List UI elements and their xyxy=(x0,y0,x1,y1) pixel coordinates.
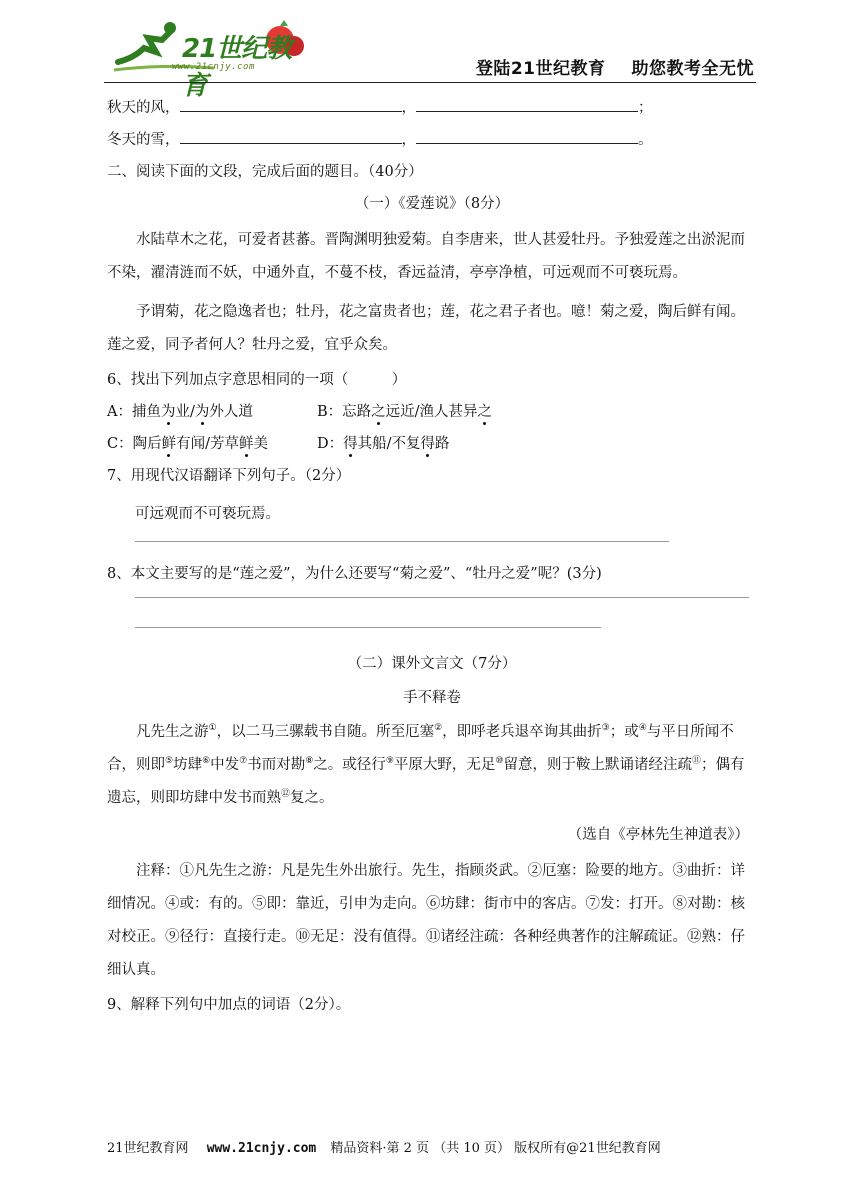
q6-options-cd xyxy=(107,428,757,460)
document-body xyxy=(107,92,757,1021)
fill-line-autumn xyxy=(107,92,757,124)
part2-source: （选自《亭林先生神道表》） xyxy=(567,827,749,843)
answer-blank[interactable] xyxy=(180,93,402,112)
header xyxy=(104,18,754,101)
answer-blank[interactable] xyxy=(416,93,638,112)
q6-option-d[interactable]: D：得其船/不复得路 xyxy=(317,436,450,452)
fill-end: ； xyxy=(638,100,653,116)
answer-blank[interactable] xyxy=(416,125,638,144)
part2-paragraph: 凡先生之游①，以二马三骡载书自随。所至厄塞②，即呼老兵退卒询其曲折③；或④与平日所闻不合，则即⑤坊肆⑥中发⑦书而对勘⑧之。或径行⑨平原大野，无足⑩留意，则于鞍上默诵诸经注疏⑪；偶有遗忘，则即坊肆中发书而熟⑫复之。 xyxy=(107,723,745,806)
q6-option-a[interactable]: A：捕鱼为业/为外人道 xyxy=(107,404,253,420)
part1-paragraph-2: 予谓菊，花之隐逸者也；牡丹，花之富贵者也；莲，花之君子者也。噫！菊之爱，陶后鲜有闻。莲之爱，同予者何人？牡丹之爱，宜乎众矣。 xyxy=(107,304,745,353)
logo-url: www.21cnjy.com xyxy=(172,62,255,72)
part1-paragraph-1: 水陆草木之花，可爱者甚蕃。晋陶渊明独爱菊。自李唐来，世人甚爱牡丹。予独爱莲之出淤泥而不染，濯清涟而不妖，中通外直，不蔓不枝，香远益清，亭亭净植，可远观而不可亵玩焉。 xyxy=(107,232,745,281)
section-title: 二、阅读下面的文段，完成后面的题目。（40分） xyxy=(107,164,423,180)
q8-answer-line-2[interactable] xyxy=(135,626,601,628)
q7-sentence: 可远观而不可亵玩焉。 xyxy=(135,506,280,522)
fill-label: 秋天的风， xyxy=(107,100,180,116)
slogan-2: 助您教考全无忧 xyxy=(631,59,754,79)
logo[interactable] xyxy=(104,18,314,101)
footer-site: 21世纪教育网 xyxy=(107,1141,189,1156)
footer xyxy=(107,1137,757,1156)
logo-text: 21世纪教育 xyxy=(182,34,292,101)
q7-answer-line[interactable] xyxy=(135,540,669,542)
q7-stem: 7、用现代汉语翻译下列句子。（2分） xyxy=(107,468,351,484)
part1-title: （一）《爱莲说》（8分） xyxy=(354,196,510,212)
answer-blank[interactable] xyxy=(180,125,402,144)
q8-stem: 8、本文主要写的是“莲之爱”，为什么还要写“菊之爱”、“牡丹之爱”呢？(3分) xyxy=(107,566,602,582)
q6-options-ab xyxy=(107,396,757,428)
q6-stem: 6、找出下列加点字意思相同的一项（ ） xyxy=(107,372,407,388)
part2-subtitle: 手不释卷 xyxy=(403,690,461,706)
part2-notes: 注释：①凡先生之游：凡是先生外出旅行。先生，指顾炎武。②厄塞：险要的地方。③曲折：详细情况。④或：有的。⑤即：靠近，引申为走向。⑥坊肆：街市中的客店。⑦发：打开。⑧对勘：核对校正。⑨径行：直接行走。⑩无足：没有值得。⑪诸经注疏：各种经典著作的注解疏证。⑫熟：仔细认真。 xyxy=(107,863,745,978)
fill-sep: ， xyxy=(401,132,416,148)
fill-line-winter xyxy=(107,124,757,156)
q9-stem: 9、解释下列句中加点的词语（2分）。 xyxy=(107,997,351,1013)
header-slogan xyxy=(476,54,754,79)
q8-answer-line-1[interactable] xyxy=(135,596,749,598)
fill-label: 冬天的雪， xyxy=(107,132,180,148)
q6-option-c[interactable]: C：陶后鲜有闻/芳草鲜美 xyxy=(107,436,268,452)
footer-url[interactable]: www.21cnjy.com xyxy=(206,1141,317,1156)
fill-end: 。 xyxy=(638,132,653,148)
part2-title: （二）课外文言文（7分） xyxy=(347,656,517,672)
q6-option-b[interactable]: B：忘路之远近/渔人甚异之 xyxy=(317,404,493,420)
fill-sep: ， xyxy=(401,100,416,116)
footer-info: 精品资料·第 2 页 （共 10 页） 版权所有@21世纪教育网 xyxy=(330,1141,661,1156)
slogan-1: 登陆21世纪教育 xyxy=(475,59,606,79)
header-divider xyxy=(104,82,756,83)
